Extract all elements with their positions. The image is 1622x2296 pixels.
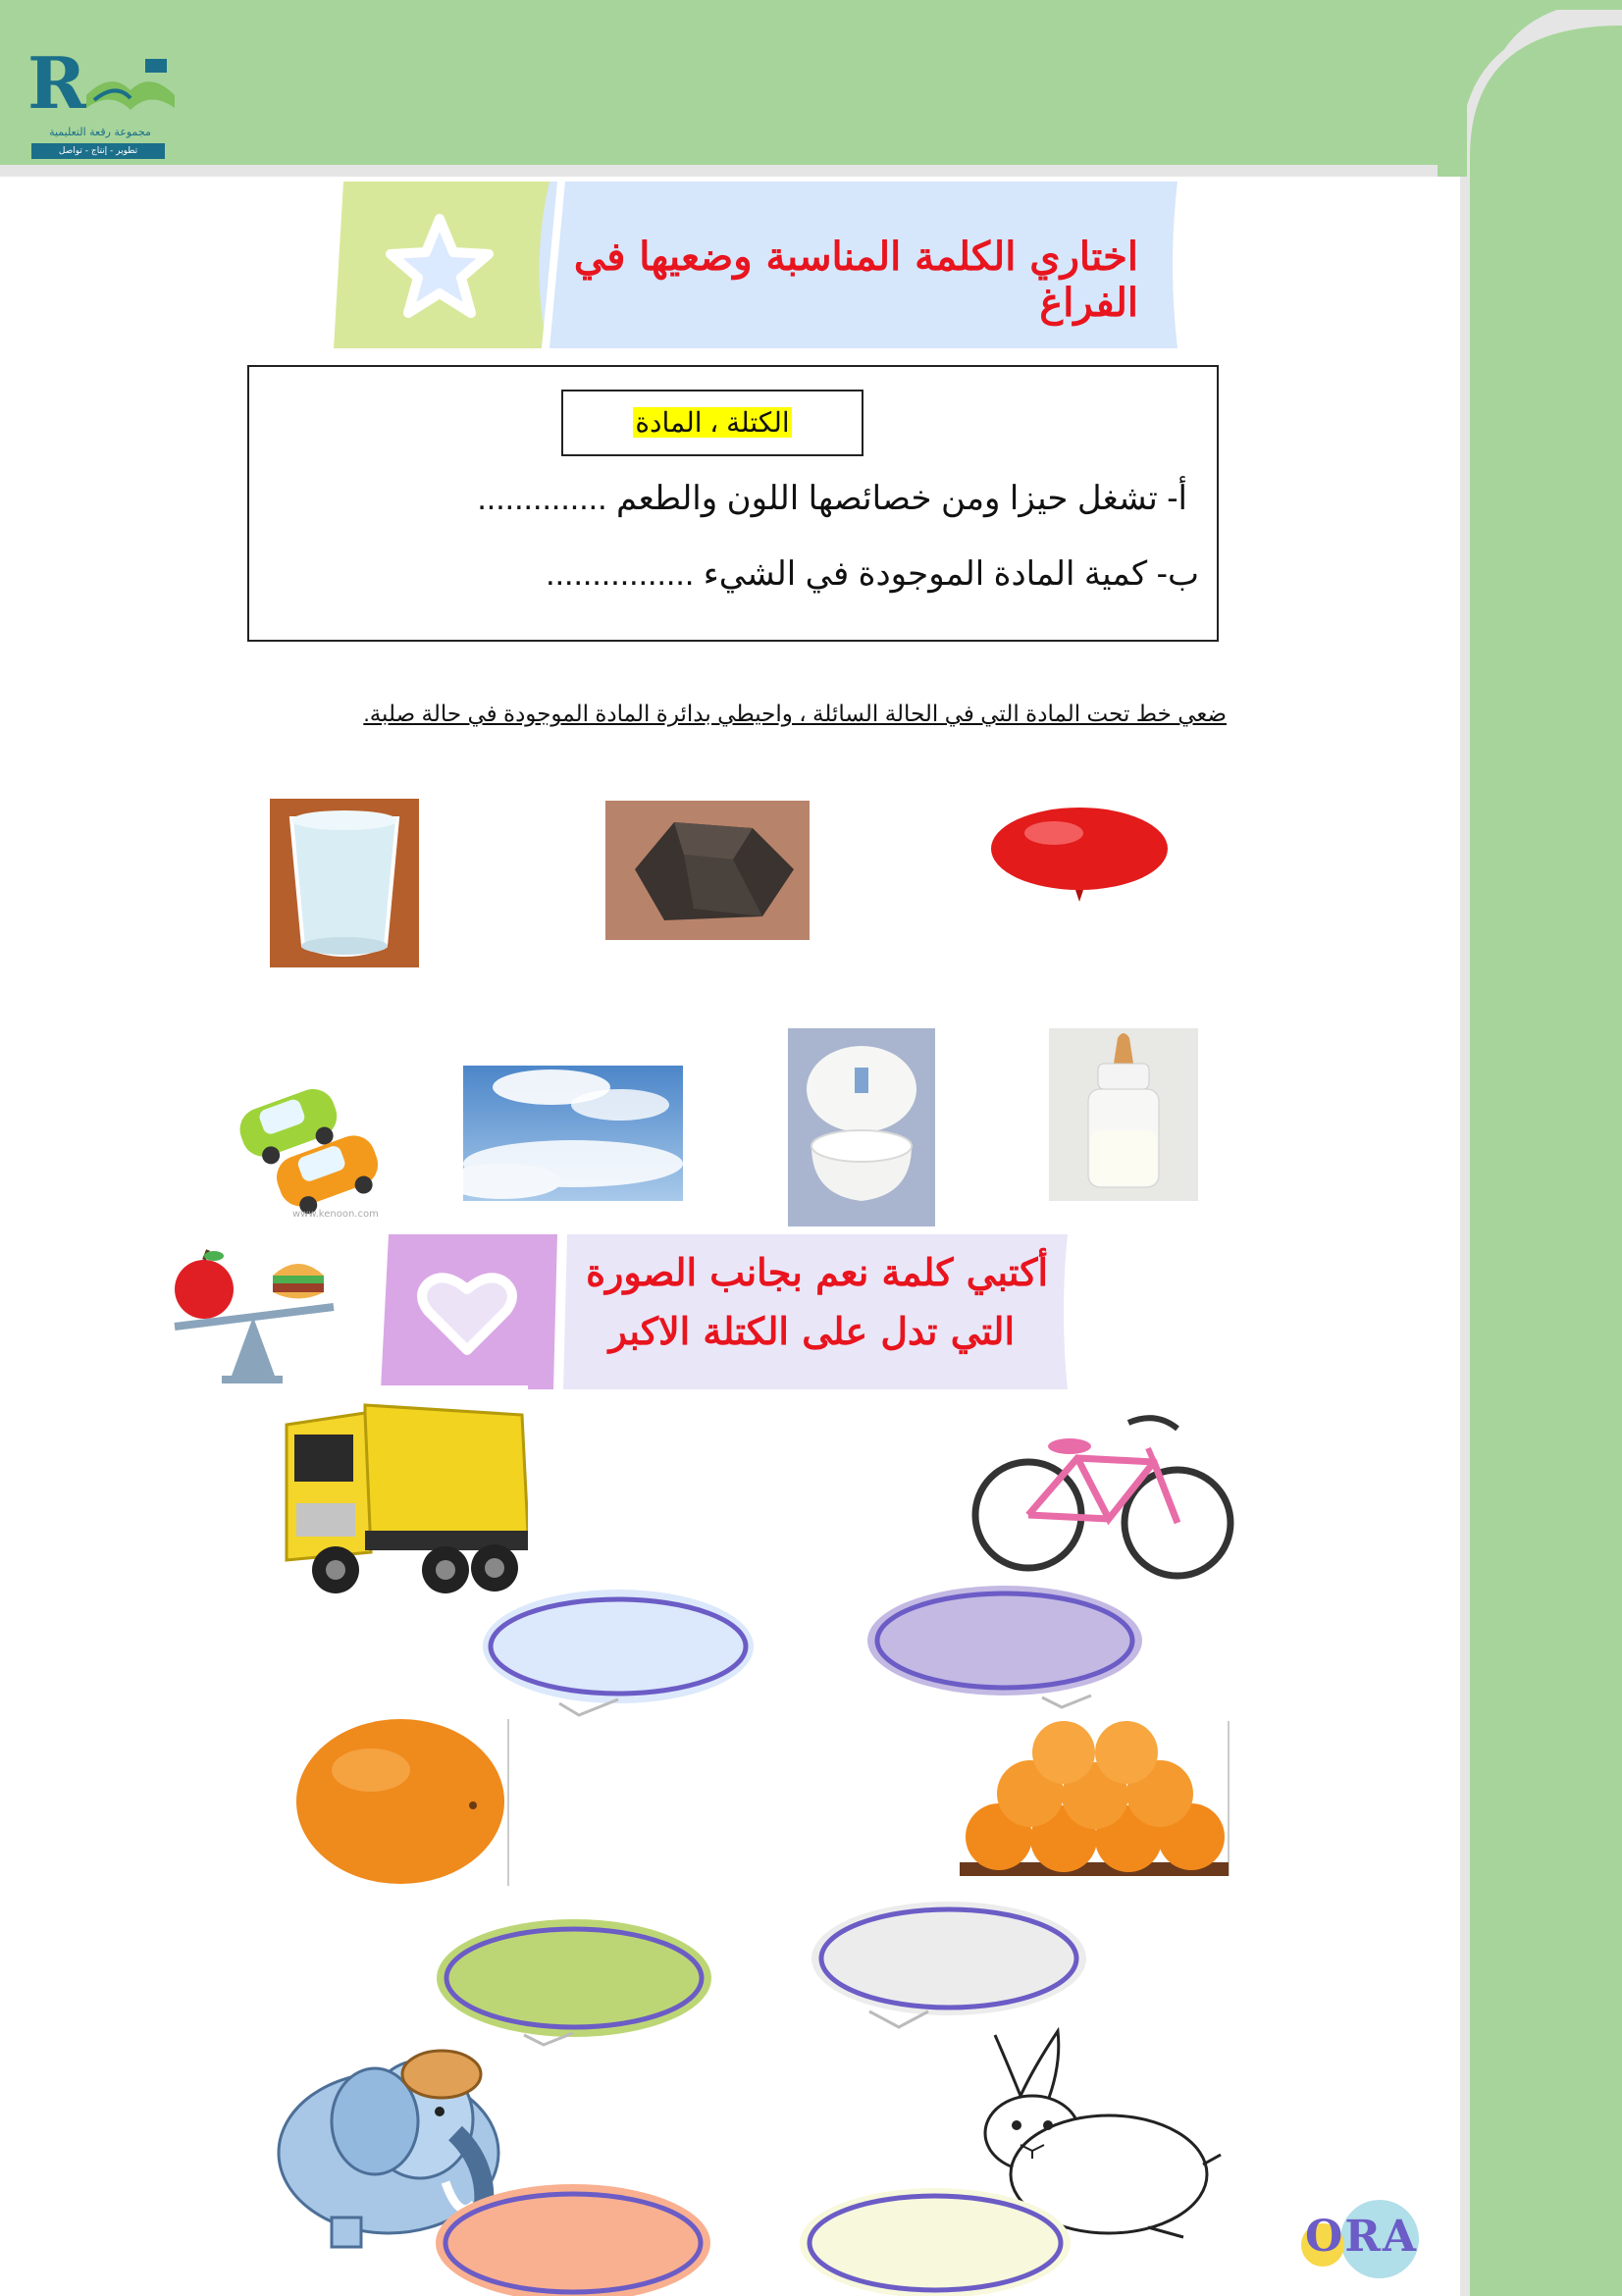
logo-org-name: مجموعة رقعة التعليمية (49, 126, 151, 138)
corner-curve (1438, 0, 1467, 177)
oranges-pyramid-image (960, 1721, 1230, 1876)
header-divider (0, 165, 1452, 177)
logo-tagline: تطوير - إنتاج - تواصل (31, 143, 165, 159)
dump-truck-image (277, 1385, 528, 1599)
section2-instruction: ضعي خط تحت المادة التي في الحالة السائلة ، واحيطي بدائرة المادة الموجودة في حالة صلبة. (363, 701, 1227, 726)
section1-title: اختاري الكلمة المناسبة وضعيها في الفراغ (573, 234, 1138, 326)
question-a: أ- تشغل حيزا ومن خصائصها اللون والطعم .............. (477, 480, 1187, 517)
toy-cars-image (228, 1079, 385, 1217)
clouds-image (463, 1066, 683, 1201)
answer-oval-single-orange[interactable] (436, 1917, 712, 2047)
heart-icon (416, 1266, 518, 1360)
answer-oval-oranges[interactable] (811, 1902, 1087, 2031)
word-bank-text: الكتلة ، المادة (635, 407, 790, 438)
section3-title-line2: التي تدل على الكتلة الاكبر (608, 1309, 1015, 1353)
book-icon (77, 51, 184, 130)
right-side-band (1442, 0, 1622, 2296)
milk-glass-image (270, 799, 419, 967)
publisher-logo (27, 41, 165, 169)
answer-oval-rabbit[interactable] (799, 2184, 1072, 2296)
image-watermark: www.kenoon.com (292, 1209, 379, 1220)
red-balloon-image (989, 800, 1171, 906)
rock-image (605, 801, 810, 940)
baby-bottle-image (1049, 1028, 1198, 1201)
answer-oval-truck[interactable] (481, 1590, 754, 1717)
section3-title-line1: أكتبي كلمة نعم بجانب الصورة (586, 1250, 1048, 1294)
balance-scale-icon (167, 1246, 343, 1393)
header-band (0, 0, 1622, 165)
answer-oval-elephant[interactable] (436, 2180, 710, 2296)
bicycle-image (971, 1389, 1234, 1586)
footer-logo-text: ORA (1305, 2212, 1419, 2262)
footer-logo (1293, 2194, 1440, 2286)
logo-letter: R (27, 41, 86, 125)
word-bank-box (561, 390, 863, 456)
question-b: ب- كمية المادة الموجودة في الشيء ................ (546, 555, 1199, 593)
ice-bowl-image (788, 1028, 935, 1226)
single-orange-image (294, 1719, 512, 1886)
answer-oval-bicycle[interactable] (865, 1586, 1144, 1711)
